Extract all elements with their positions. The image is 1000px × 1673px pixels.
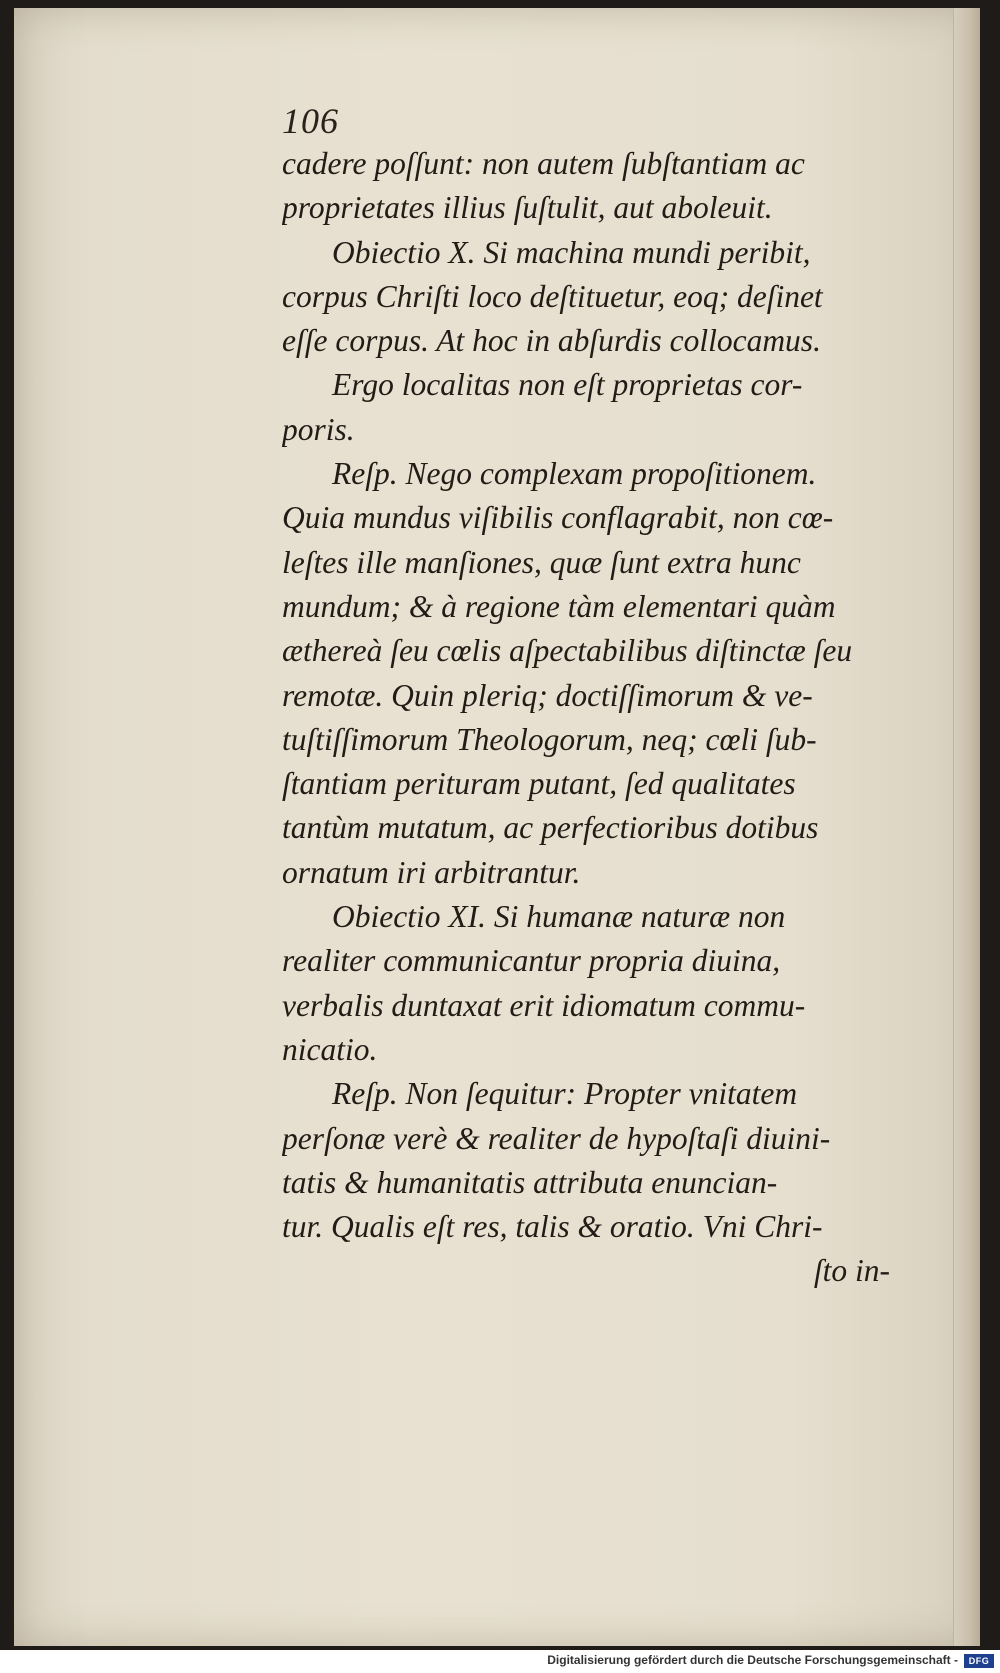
text-line: verbalis duntaxat erit idiomatum commu- [282, 987, 806, 1023]
text-line: ſtantiam perituram putant, ſed qualitates [282, 766, 796, 802]
text-line: Reſp. Nego complexam propoſitionem. [332, 456, 817, 492]
page-edge [953, 8, 980, 1646]
footer-bar [0, 1650, 1000, 1673]
page-text [282, 142, 912, 1294]
text-line: poris. [282, 411, 355, 447]
text-line: remotæ. Quin pleriq; doctiſſimorum & ve- [282, 677, 813, 713]
text-line: leſtes ille manſiones, quæ ſunt extra hunc [282, 544, 801, 580]
text-line: corpus Chriſti loco deſtituetur, eoq; deſinet [282, 278, 823, 314]
text-line: Quia mundus viſibilis conflagrabit, non cœ- [282, 500, 834, 536]
text-line: tur. Qualis eſt res, talis & oratio. Vni Chri- [282, 1209, 823, 1245]
page-number: 106 [282, 101, 339, 141]
text-line: tatis & humanitatis attributa enuncian- [282, 1164, 778, 1200]
text-line: nicatio. [282, 1031, 378, 1067]
text-line: ornatum iri arbitrantur. [282, 854, 581, 890]
text-line: cadere poſſunt: non autem ſubſtantiam ac [282, 146, 805, 181]
dfg-logo: DFG [964, 1654, 994, 1668]
text-line: tuſtiſſimorum Theologorum, neq; cœli ſub- [282, 721, 817, 757]
text-line: Obiectio X. Si machina mundi peribit, [332, 234, 811, 270]
text-line: æthereà ſeu cœlis aſpectabilibus diſtinctæ ſeu [282, 633, 853, 669]
catchword: ſto in- [813, 1253, 890, 1289]
text-line: proprietates illius ſuſtulit, aut aboleuit. [282, 190, 773, 226]
text-line: perſonæ verè & realiter de hypoſtaſi diuini- [282, 1120, 831, 1156]
text-line: eſſe corpus. At hoc in abſurdis collocamus. [282, 323, 821, 359]
text-line: realiter communicantur propria diuina, [282, 943, 781, 979]
text-line: Ergo localitas non eſt proprietas cor- [332, 367, 803, 403]
text-line: Obiectio XI. Si humanæ naturæ non [332, 899, 786, 935]
text-line: mundum; & à regione tàm elementari quàm [282, 588, 836, 624]
footer-credit: Digitalisierung gefördert durch die Deutsche Forschungsgemeinschaft - [547, 1653, 958, 1667]
text-line: Reſp. Non ſequitur: Propter vnitatem [332, 1076, 798, 1112]
text-line: tantùm mutatum, ac perfectioribus dotibus [282, 810, 819, 846]
